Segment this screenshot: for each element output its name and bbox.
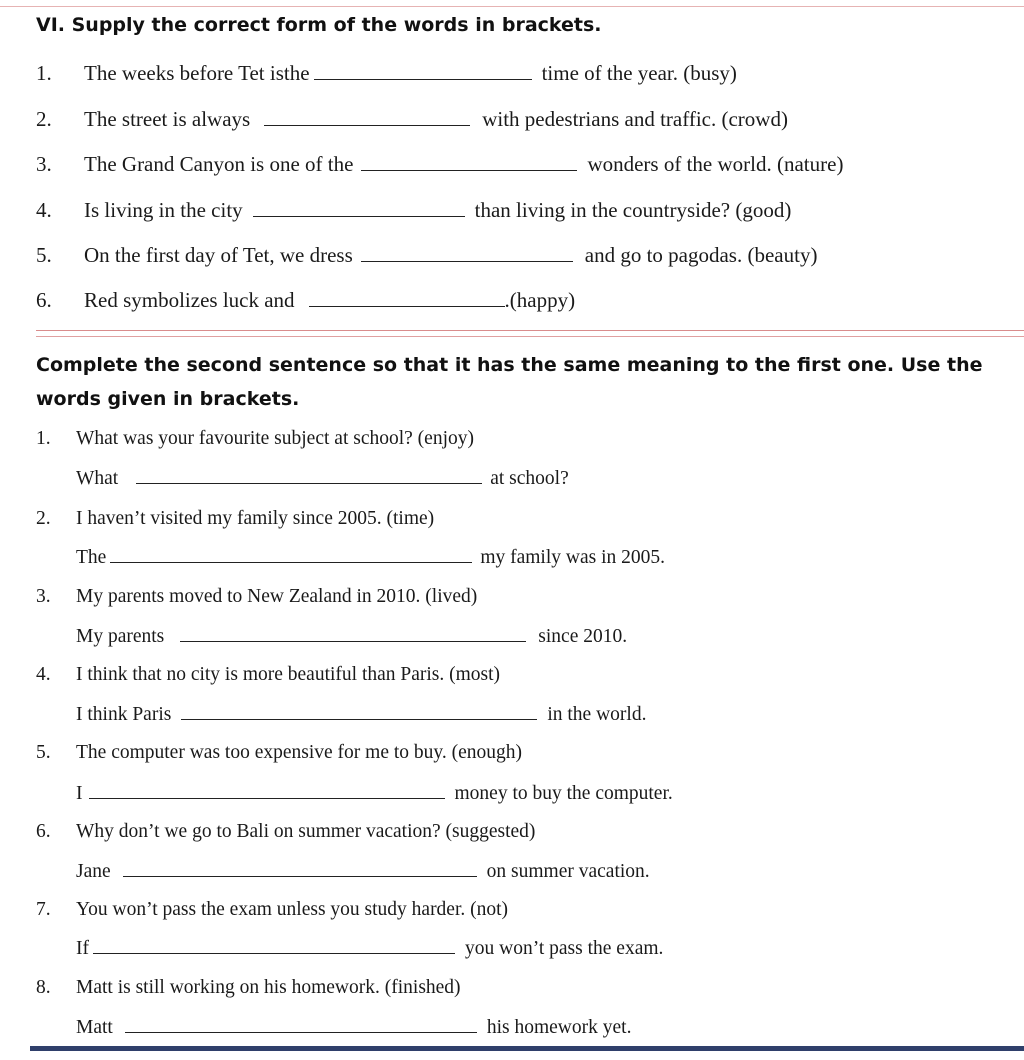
answer-start: Jane [76,861,111,882]
answer-start: The [76,547,107,568]
item-number: 3. [36,152,52,176]
section-divider [36,330,1024,331]
item-text-before: Is living in the city [84,198,243,222]
item-text-after: with pedestrians and traffic. (crowd) [482,107,788,131]
answer-blank[interactable] [89,780,445,799]
answer-end: money to buy the computer. [454,783,673,804]
section1-heading: VI. Supply the correct form of the words in brackets. [36,14,602,36]
item-text-before: The weeks before Tet isthe [84,61,310,85]
answer-start: I think Paris [76,704,172,725]
s2-item-6-answer [76,858,650,885]
item-text-after: and go to pagodas. (beauty) [584,243,818,267]
answer-start: Matt [76,1017,113,1038]
s2-item-7-prompt [36,897,508,923]
item-number: 8. [36,977,51,998]
s2-item-4-prompt [36,662,500,688]
answer-end: his homework yet. [486,1017,632,1038]
item-text-after: time of the year. (busy) [541,61,737,85]
s2-item-1-prompt [36,426,474,452]
item-text-before: The street is always [84,107,251,131]
answer-start: I [76,783,83,804]
s2-item-3-answer [76,623,627,650]
answer-start: If [76,938,89,959]
answer-end: since 2010. [538,626,628,647]
item-number: 4. [36,664,51,685]
s2-item-3-prompt [36,584,477,610]
item-number: 7. [36,899,51,920]
s2-item-8-answer [76,1014,631,1041]
section-divider [36,336,1024,337]
s2-item-2-prompt [36,506,434,532]
item-number: 1. [36,61,52,85]
answer-blank[interactable] [264,107,470,126]
item-number: 3. [36,586,51,607]
item-text-after: wonders of the world. (nature) [587,152,844,176]
item-text-after: .(happy) [504,288,576,312]
answer-blank[interactable] [181,701,537,720]
s2-item-8-prompt [36,975,461,1001]
answer-blank[interactable] [136,465,482,484]
answer-end: on summer vacation. [486,861,650,882]
item-prompt: My parents moved to New Zealand in 2010. (lived) [76,586,478,607]
item-number: 4. [36,198,52,222]
s1-item-5 [36,242,817,268]
item-number: 5. [36,243,52,267]
item-text-after: than living in the countryside? (good) [474,198,792,222]
item-number: 5. [36,742,51,763]
s2-item-6-prompt [36,819,535,845]
answer-blank[interactable] [180,623,526,642]
item-prompt: Why don’t we go to Bali on summer vacation? (suggested) [76,821,536,842]
item-prompt: The computer was too expensive for me to buy. (enough) [76,742,523,763]
s1-item-2 [36,106,788,132]
item-number: 2. [36,508,51,529]
s1-item-6 [36,287,575,313]
s2-item-4-answer [76,701,646,728]
item-text-before: The Grand Canyon is one of the [84,152,354,176]
answer-end: you won’t pass the exam. [465,938,664,959]
s2-item-5-answer [76,780,673,807]
answer-end: at school? [490,468,569,489]
answer-start: My parents [76,626,165,647]
item-text-before: On the first day of Tet, we dress [84,243,353,267]
s2-item-7-answer [76,935,663,962]
item-number: 6. [36,288,52,312]
s1-item-1 [36,60,737,86]
bottom-border [30,1046,1024,1051]
s1-item-3 [36,151,843,177]
s2-item-5-prompt [36,740,522,766]
item-prompt: I haven’t visited my family since 2005. (time) [76,508,435,529]
item-number: 2. [36,107,52,131]
answer-blank[interactable] [314,61,532,80]
item-prompt: I think that no city is more beautiful than Paris. (most) [76,664,501,685]
item-number: 6. [36,821,51,842]
answer-blank[interactable] [253,198,465,217]
item-text-before: Red symbolizes luck and [84,288,295,312]
top-divider [0,6,1024,7]
item-number: 1. [36,428,51,449]
answer-blank[interactable] [110,544,472,563]
item-prompt: What was your favourite subject at school? (enjoy) [76,428,474,449]
answer-blank[interactable] [361,152,577,171]
s2-item-1-answer [76,465,569,492]
answer-start: What [76,468,119,489]
item-prompt: Matt is still working on his homework. (finished) [76,977,461,998]
section2-heading: Complete the second sentence so that it has the same meaning to the first one. Use the words given in brackets. [36,354,983,410]
answer-blank[interactable] [123,858,477,877]
answer-blank[interactable] [309,288,505,307]
answer-blank[interactable] [125,1014,477,1033]
s1-item-4 [36,197,791,223]
answer-end: in the world. [547,704,647,725]
item-prompt: You won’t pass the exam unless you study harder. (not) [76,899,509,920]
s2-item-2-answer [76,544,665,571]
answer-end: my family was in 2005. [480,547,666,568]
answer-blank[interactable] [93,935,455,954]
answer-blank[interactable] [361,243,573,262]
